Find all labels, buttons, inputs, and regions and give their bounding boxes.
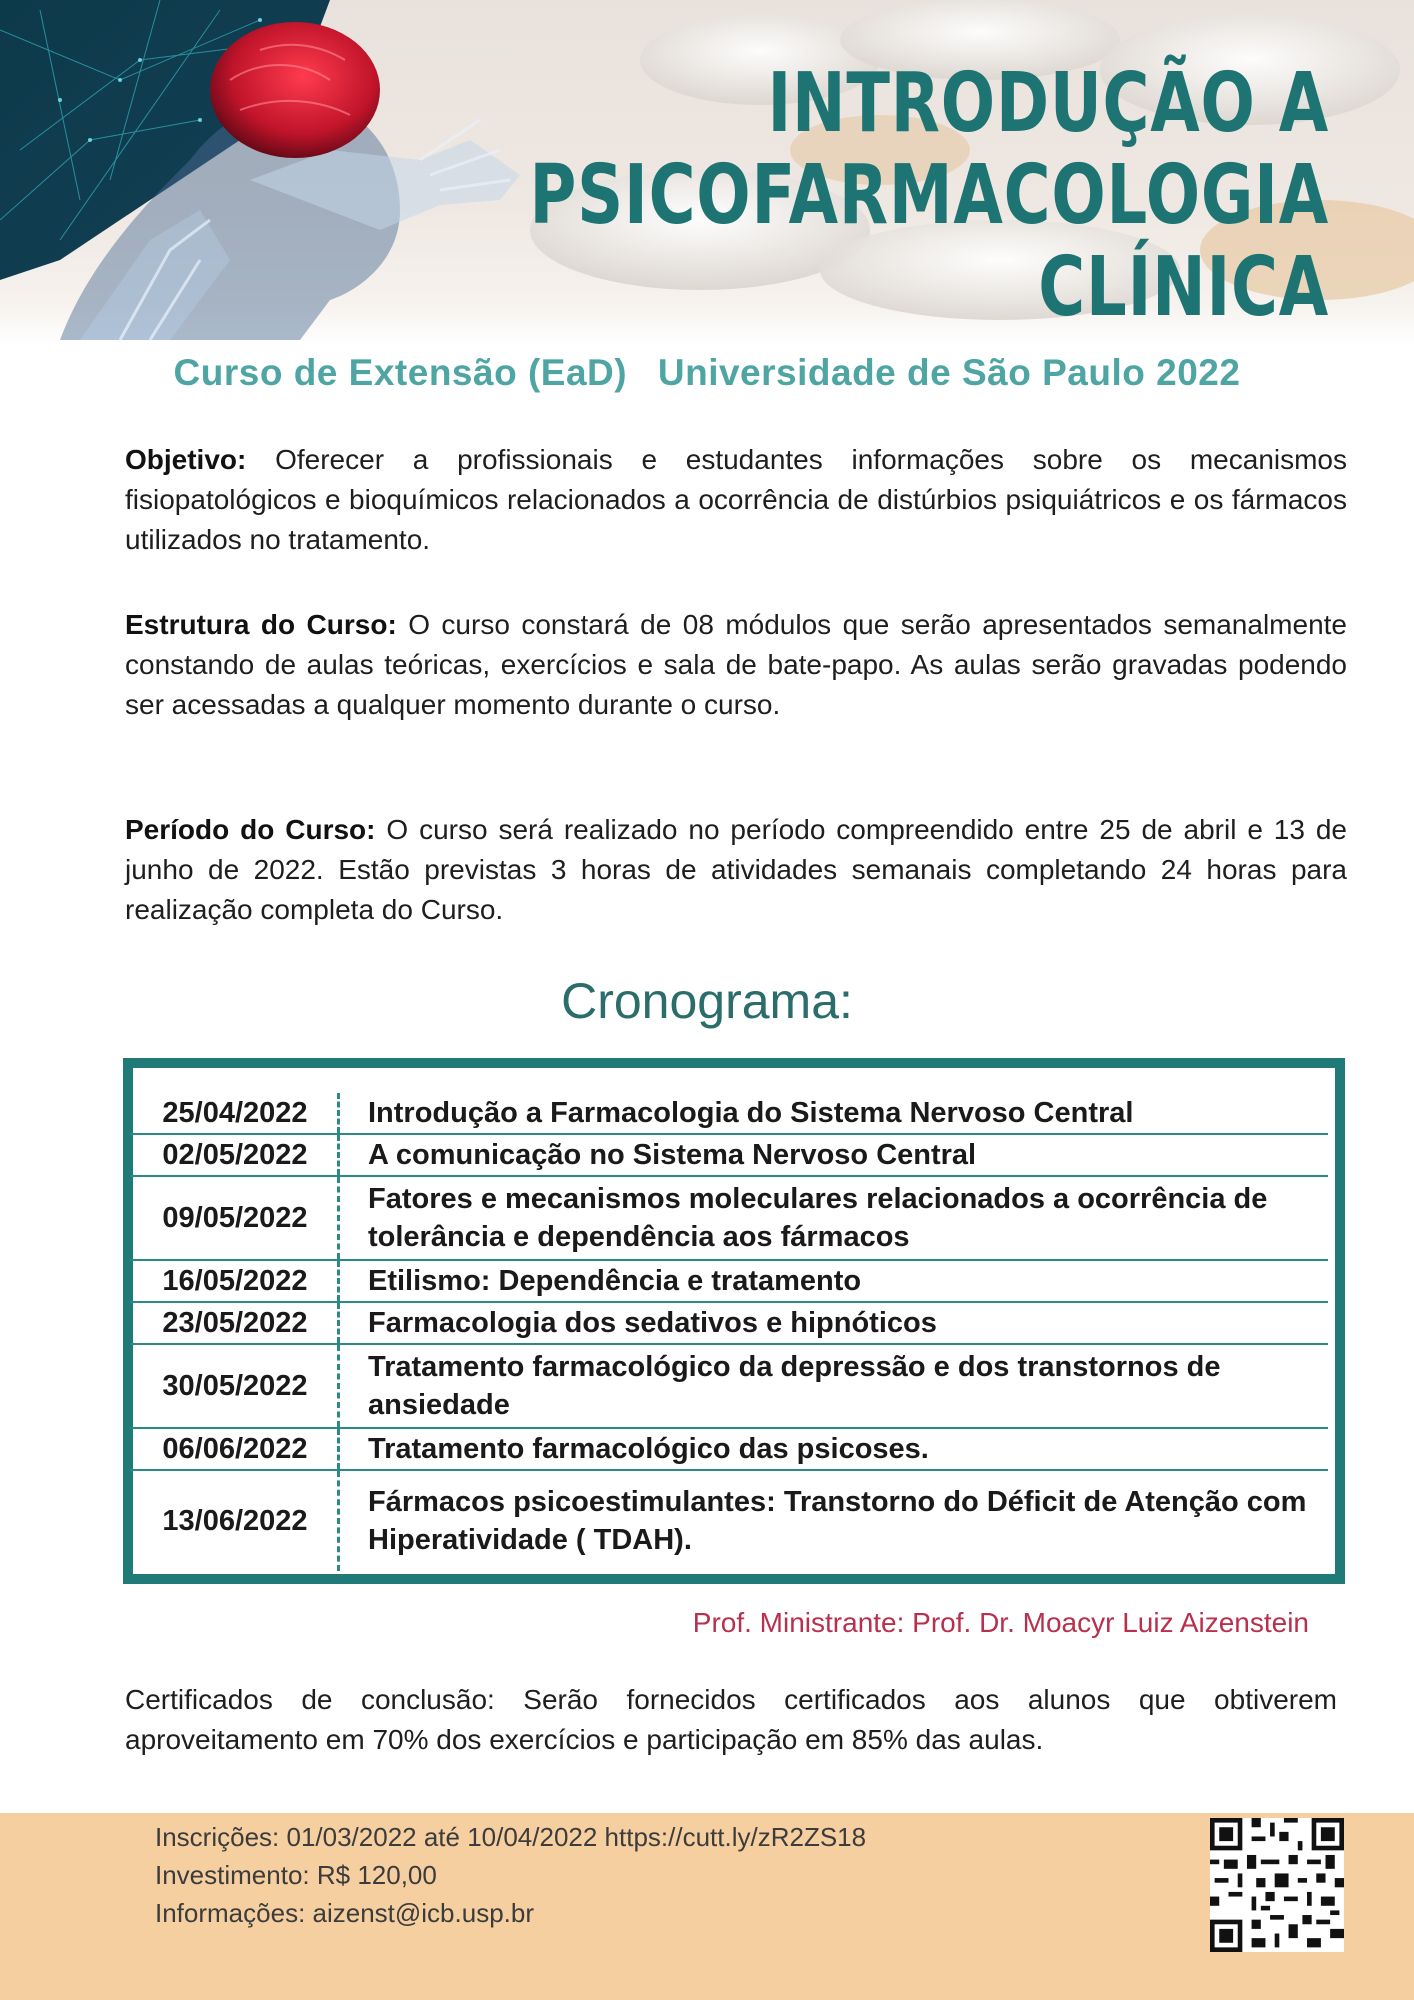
- course-subtitle: [0, 352, 1414, 394]
- period-label: Período do Curso:: [125, 814, 376, 845]
- table-row: [130, 1093, 1328, 1135]
- period-section: [125, 810, 1347, 930]
- row-topic: A comunicação no Sistema Nervoso Central: [368, 1139, 977, 1171]
- row-date: 30/05/2022: [130, 1345, 340, 1427]
- investment-info: Investimento: R$ 120,00: [155, 1860, 437, 1890]
- row-date: 16/05/2022: [130, 1261, 340, 1301]
- table-row: [130, 1345, 1328, 1429]
- qr-code-icon[interactable]: [1210, 1818, 1344, 1952]
- objective-text: Oferecer a profissionais e estudantes informações sobre os mecanismos fisiopatológicos e bioquímicos relacionados a ocorrência de distúrbios psiquiátricos e os fármacos utilizados no tratamento.: [125, 444, 1348, 555]
- course-title: [529, 58, 1329, 334]
- table-row: [130, 1135, 1328, 1177]
- structure-text: O curso constará de 08 módulos que serão apresentados semanalmente constando de aulas teóricas, exercícios e sala de bate-papo. As aulas serão gravadas podendo ser acessadas a qualquer momento durante o curso.: [125, 609, 1347, 720]
- subtitle-university: Universidade de São Paulo 2022: [657, 352, 1241, 393]
- title-line-1: INTRODUÇÃO A: [767, 56, 1329, 151]
- contact-info: Informações: aizenst@icb.usp.br: [155, 1898, 535, 1928]
- period-text: O curso será realizado no período compreendido entre 25 de abril e 13 de junho de 2022. Estão previstas 3 horas de atividades semanais completando 24 horas para realização completa do Curso.: [125, 814, 1347, 925]
- row-date: 13/06/2022: [130, 1471, 340, 1571]
- row-topic: Fármacos psicoestimulantes: Transtorno do Déficit de Atenção com Hiperatividade ( TDAH).: [368, 1486, 1307, 1556]
- certificate-info: Certificados de conclusão: Serão fornecidos certificados aos alunos que obtiverem aproveitamento em 70% dos exercícios e participação em 85% das aulas.: [125, 1684, 1337, 1755]
- professor-name: Prof. Ministrante: Prof. Dr. Moacyr Luiz Aizenstein: [692, 1607, 1309, 1638]
- title-line-3: CLÍNICA: [1038, 240, 1329, 335]
- structure-label: Estrutura do Curso:: [125, 609, 397, 640]
- row-date: 02/05/2022: [130, 1135, 340, 1175]
- registration-info: Inscrições: 01/03/2022 até 10/04/2022 https://cutt.ly/zR2ZS18: [155, 1822, 867, 1852]
- row-date: 25/04/2022: [130, 1093, 340, 1133]
- table-row: [130, 1471, 1328, 1571]
- table-row: [130, 1177, 1328, 1261]
- schedule-title: Cronograma:: [561, 973, 853, 1029]
- schedule-table: [130, 1093, 1328, 1571]
- table-row: [130, 1261, 1328, 1303]
- row-topic: Tratamento farmacológico das psicoses.: [368, 1433, 929, 1465]
- row-topic: Tratamento farmacológico da depressão e dos transtornos de ansiedade: [368, 1351, 1221, 1421]
- table-row: [130, 1429, 1328, 1471]
- footer-info: [155, 1818, 866, 1932]
- title-line-2: PSICOFARMACOLOGIA: [529, 148, 1329, 243]
- row-topic: Introdução a Farmacologia do Sistema Nervoso Central: [368, 1097, 1134, 1129]
- objective-label: Objetivo:: [125, 444, 247, 475]
- subtitle-course-type: Curso de Extensão (EaD): [173, 352, 628, 393]
- row-date: 09/05/2022: [130, 1177, 340, 1259]
- row-date: 06/06/2022: [130, 1429, 340, 1469]
- header-banner: [0, 0, 1414, 345]
- row-topic: Fatores e mecanismos moleculares relacionados a ocorrência de tolerância e dependência aos fármacos: [368, 1183, 1268, 1253]
- objective-section: [125, 440, 1347, 560]
- row-topic: Farmacologia dos sedativos e hipnóticos: [368, 1307, 937, 1339]
- structure-section: [125, 605, 1347, 725]
- row-date: 23/05/2022: [130, 1303, 340, 1343]
- table-row: [130, 1303, 1328, 1345]
- row-topic: Etilismo: Dependência e tratamento: [368, 1265, 862, 1297]
